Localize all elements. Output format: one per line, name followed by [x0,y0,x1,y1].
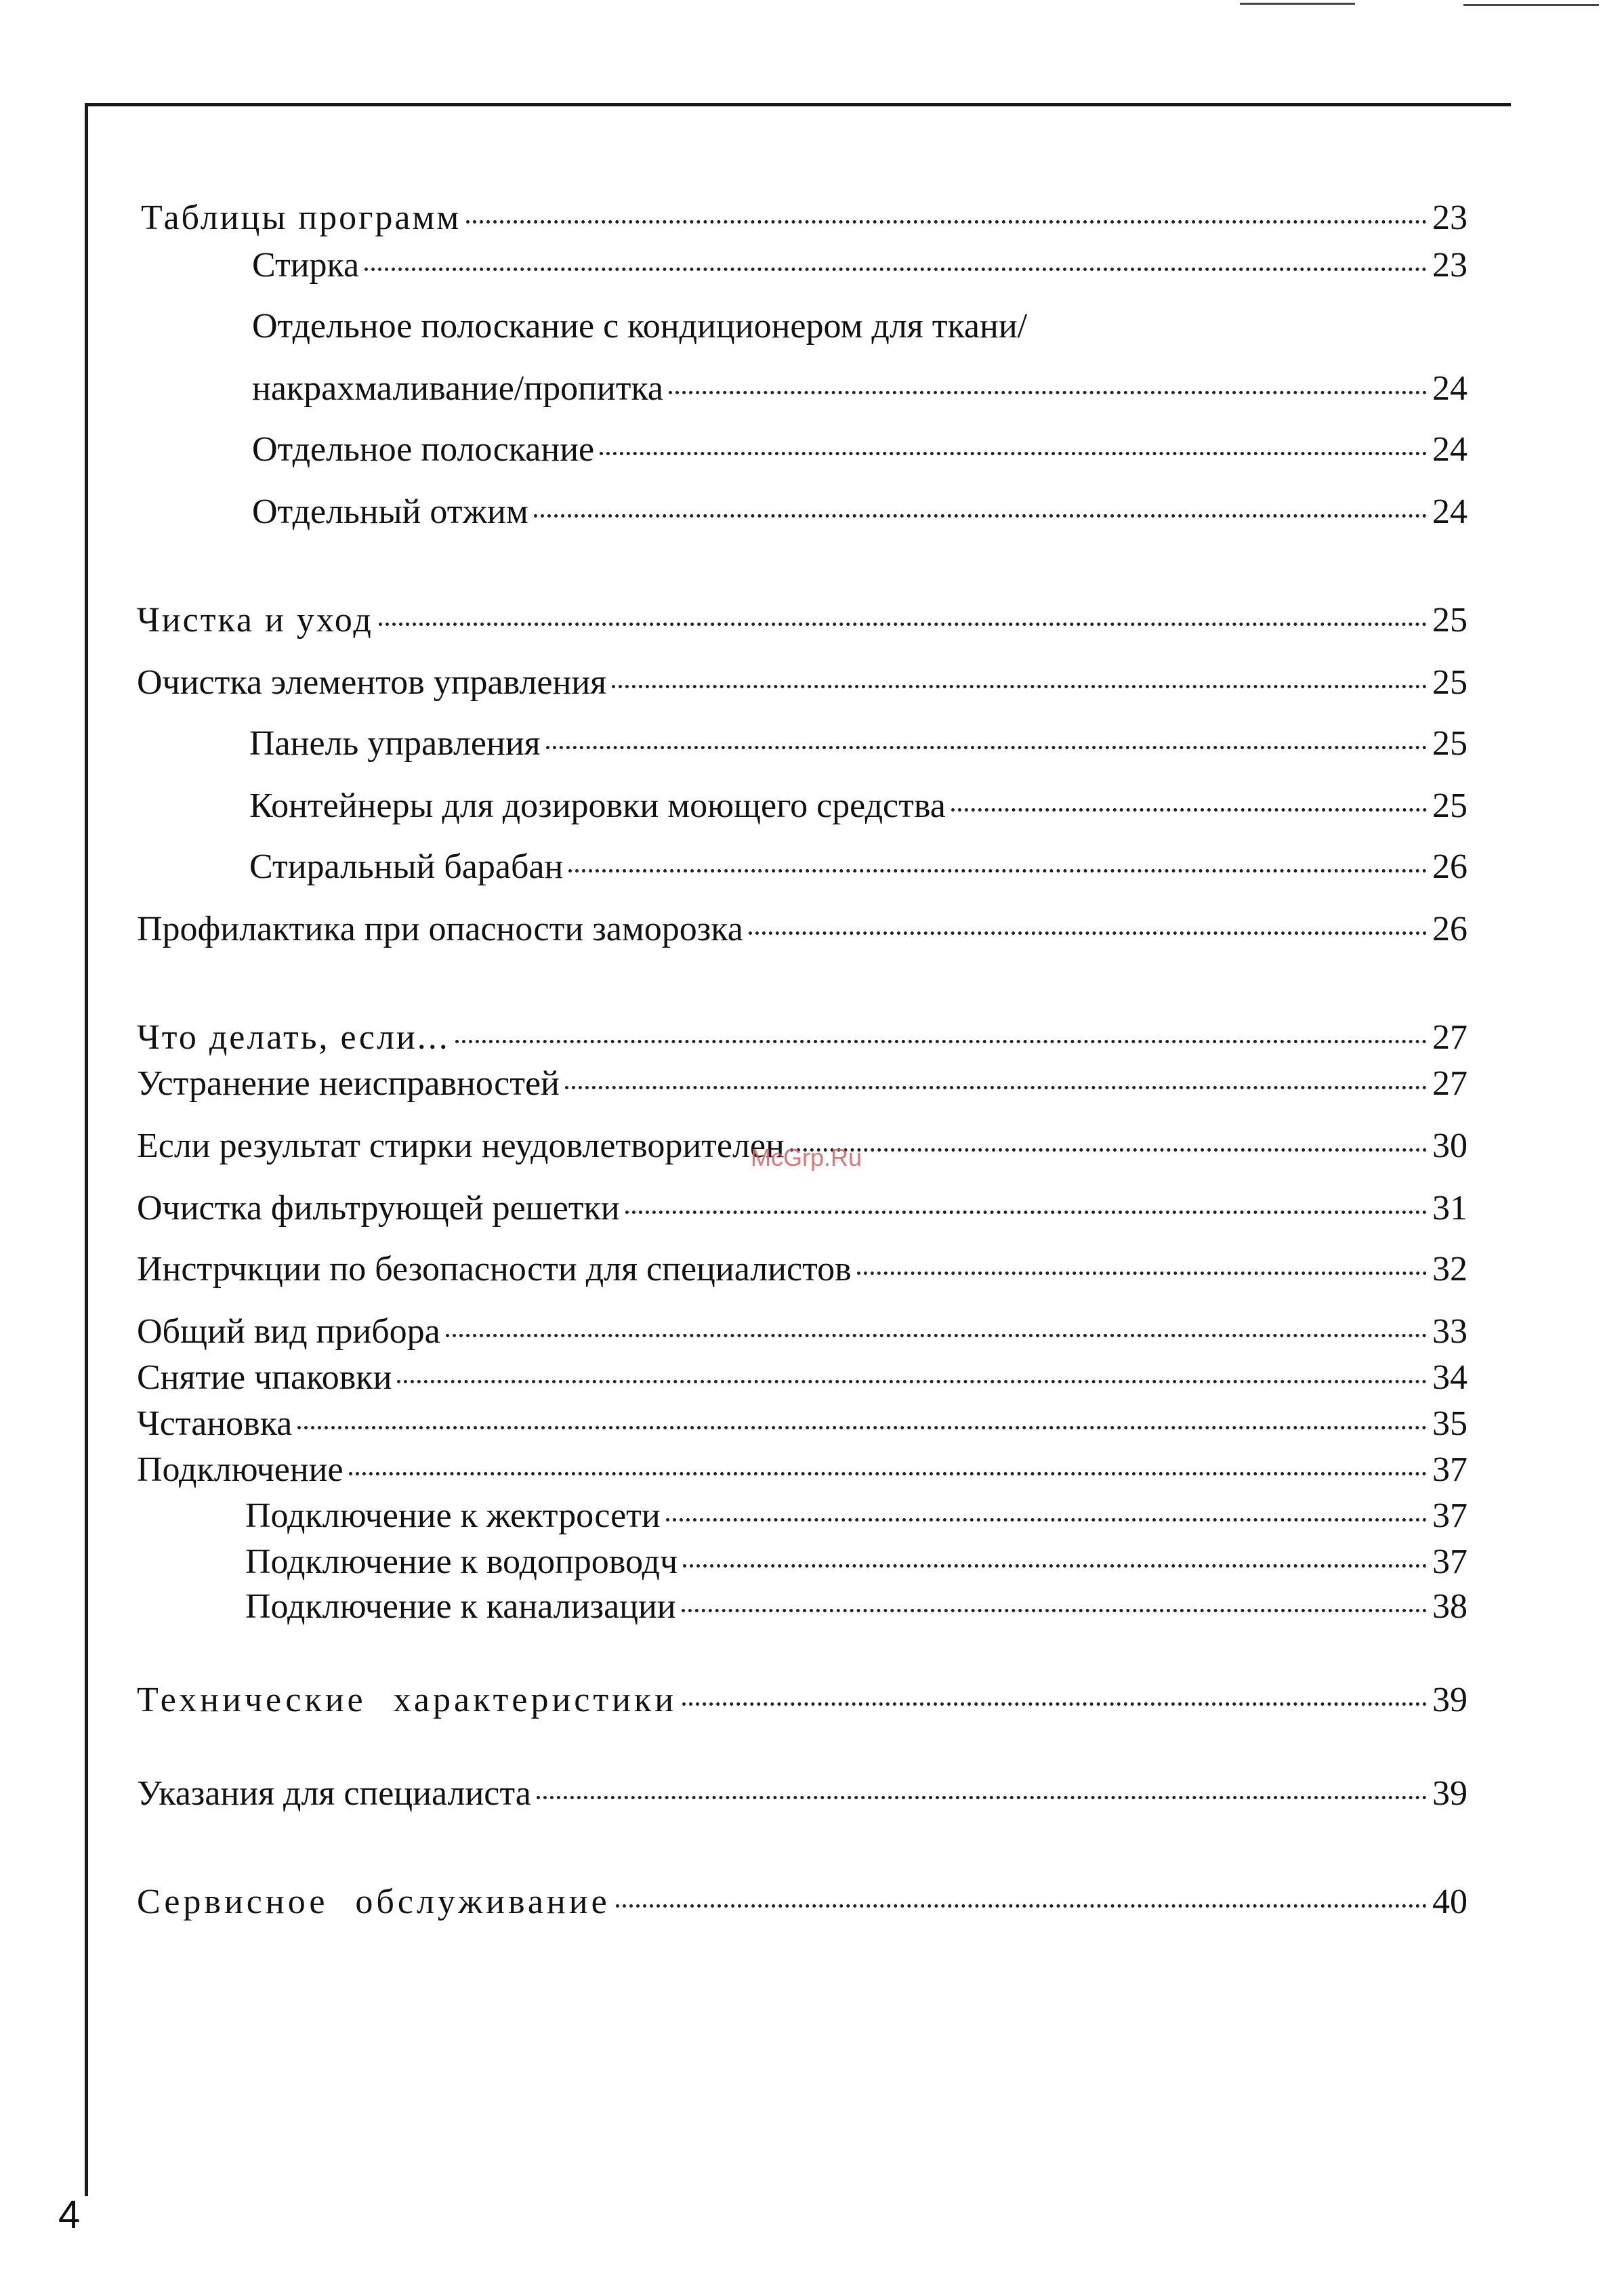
toc-entry-detergent-containers[interactable] [249,786,1467,826]
toc-entry-page: 34 [1432,1358,1467,1397]
toc-entry-label: Чистка и уход [137,601,373,639]
toc-entry-page: 23 [1432,246,1467,285]
dot-leader [397,1380,1427,1383]
dot-leader [669,391,1427,394]
toc-entry-page: 26 [1432,910,1467,948]
toc-entry-label: Сервисное обслуживание [137,1883,610,1921]
dot-leader [365,268,1427,271]
toc-entry-washing-drum[interactable] [249,847,1467,887]
dot-leader [616,1904,1427,1908]
toc-entry-drain-connection[interactable] [245,1587,1467,1627]
toc-entry-page: 25 [1432,786,1467,825]
dot-leader [666,1518,1427,1522]
toc-entry-label: Таблицы программ [141,198,461,237]
dot-leader [297,1426,1427,1429]
toc-entry-frost-protection[interactable] [137,909,1467,950]
toc-entry-troubleshooting[interactable] [137,1064,1467,1104]
toc-entry-separate-spin[interactable] [252,492,1467,532]
toc-entry-control-panel[interactable] [249,723,1467,764]
toc-entry-label: Контейнеры для дозировки моющего средства [249,786,946,825]
dot-leader [951,808,1427,812]
toc-entry-page: 31 [1432,1189,1467,1228]
page-number: 4 [58,2193,81,2237]
dot-leader [682,1609,1427,1612]
toc-entry-page: 25 [1432,724,1467,763]
toc-entry-label: Что делать, если... [137,1018,450,1057]
toc-entry-page: 38 [1432,1587,1467,1626]
dot-leader [857,1272,1427,1275]
dot-leader [790,1148,1427,1152]
toc-entry-cleaning-controls[interactable] [137,663,1467,703]
toc-entry-separate-rinse-conditioner[interactable] [252,306,1467,347]
toc-entry-page: 24 [1432,369,1467,408]
dot-leader [446,1334,1427,1337]
dot-leader [455,1040,1427,1043]
dot-leader [600,452,1427,455]
dot-leader [466,220,1427,224]
toc-entry-label: Панель управления [249,724,541,763]
toc-entry-safety-instructions[interactable] [137,1249,1467,1290]
toc-entry-programme-tables[interactable] [141,198,1467,238]
toc-entry-label: Подключение к водопроводч [245,1543,678,1581]
toc-entry-page: 37 [1432,1496,1467,1535]
toc-entry-label: Отдельное полоскание с кондиционером для ткани/ [252,307,1028,345]
toc-entry-label: Снятие чпаковки [137,1358,392,1397]
toc-entry-page: 24 [1432,492,1467,531]
watermark: McGrp.Ru [751,1144,862,1171]
toc-entry-label: Очистка фильтрующей решетки [137,1189,620,1228]
toc-entry-label: Инстрчкции по безопасности для специалистов [137,1250,852,1288]
toc-entry-page: 26 [1432,847,1467,886]
dot-leader [683,1564,1427,1568]
toc-entry-label: Отдельный отжим [252,492,528,531]
toc-entry-page: 27 [1432,1018,1467,1057]
toc-entry-installation[interactable] [137,1404,1467,1444]
toc-entry-label: Профилактика при опасности заморозка [137,910,743,948]
toc-entry-page: 24 [1432,430,1467,469]
toc-entry-what-to-do-if[interactable] [137,1017,1467,1058]
toc-entry-label: Технические характеристики [137,1681,678,1719]
toc-entry-washing[interactable] [252,245,1467,286]
toc-entry-page: 25 [1432,601,1467,639]
dot-leader [349,1472,1427,1475]
toc-entry-page: 37 [1432,1450,1467,1489]
toc-entry-water-connection[interactable] [245,1542,1467,1582]
toc-entry-service[interactable] [137,1882,1467,1923]
toc-entry-label: Отдельное полоскание [252,430,595,469]
toc-entry-label: накрахмаливание/пропитка [252,369,664,408]
toc-entry-label: Стирка [252,246,360,285]
toc-entry-specialist-notes[interactable] [137,1774,1467,1814]
toc-entry-page: 35 [1432,1404,1467,1443]
toc-entry-page: 39 [1432,1774,1467,1813]
toc-entry-label: Подключение к жектросети [245,1496,661,1535]
dot-leader [546,746,1427,749]
toc-entry-technical-specs[interactable] [137,1680,1467,1721]
toc-entry-page: 40 [1432,1883,1467,1921]
toc-entry-page: 37 [1432,1543,1467,1581]
toc-entry-page: 30 [1432,1127,1467,1165]
toc-entry-page: 27 [1432,1064,1467,1103]
dot-leader [612,685,1427,688]
toc-entry-cleaning-and-care[interactable] [137,600,1467,641]
toc-entry-label: Подключение [137,1450,343,1489]
dot-leader [749,931,1427,935]
toc-entry-page: 25 [1432,663,1467,702]
toc-entry-connection[interactable] [137,1450,1467,1490]
toc-entry-page: 33 [1432,1312,1467,1351]
toc-entry-label: Очистка элементов управления [137,663,607,702]
toc-entry-starching-impregnation[interactable] [252,369,1467,409]
toc-entry-label: Стиральный барабан [249,847,564,886]
dot-leader [568,869,1427,873]
toc-entry-appliance-overview[interactable] [137,1312,1467,1352]
toc-entry-page: 23 [1432,198,1467,237]
toc-entry-electrical-connection[interactable] [245,1496,1467,1536]
toc-entry-label: Подключение к канализации [245,1587,676,1626]
dot-leader [682,1702,1427,1706]
toc-entry-filter-cleaning[interactable] [137,1188,1467,1229]
toc-entry-label: Общий вид прибора [137,1312,440,1351]
toc-entry-page: 32 [1432,1250,1467,1288]
dot-leader [534,514,1427,518]
dot-leader [379,623,1427,626]
dot-leader [565,1086,1427,1089]
toc-entry-label: Если результат стирки неудовлетворителен [137,1127,785,1165]
toc-entry-unpacking[interactable] [137,1358,1467,1398]
toc-entry-label: Устранение неисправностей [137,1064,560,1103]
toc-entry-label: Чстановка [137,1404,293,1443]
toc-entry-label: Указания для специалиста [137,1774,531,1813]
dot-leader [537,1796,1427,1799]
dot-leader [625,1211,1427,1214]
toc-entry-separate-rinse[interactable] [252,429,1467,470]
toc-entry-page: 39 [1432,1681,1467,1719]
